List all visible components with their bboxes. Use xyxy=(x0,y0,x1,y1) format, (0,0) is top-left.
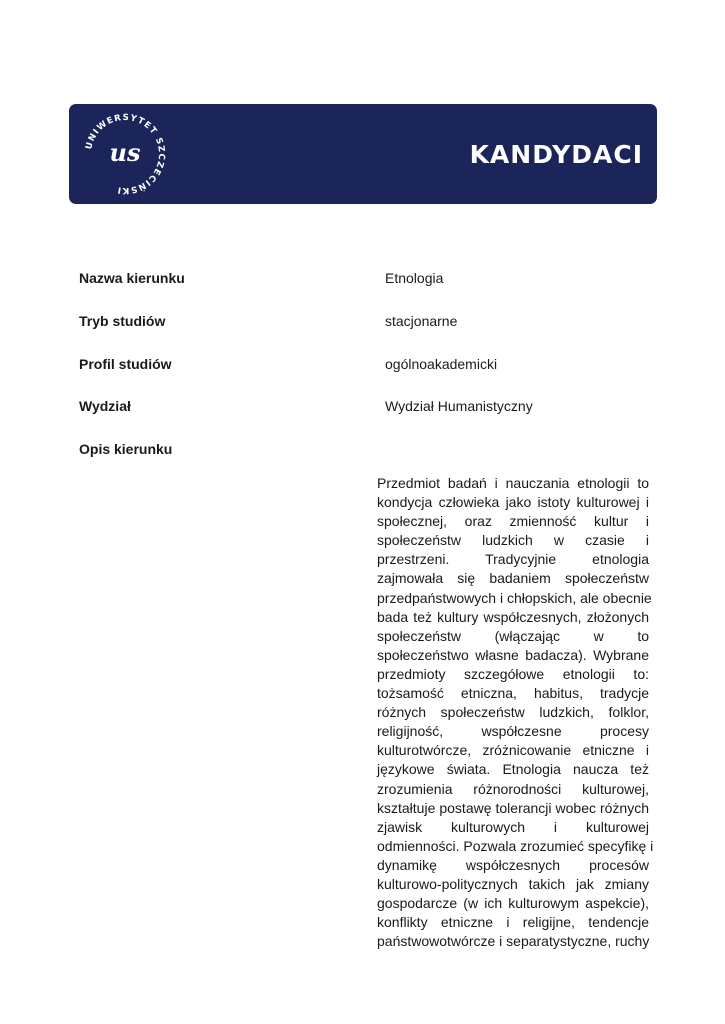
description-line: społeczeństwo własne badacza). Wybrane xyxy=(377,646,649,663)
field-value: stacjonarne xyxy=(385,313,458,329)
description-line: kulturotwórcze, zróżnicowanie etniczne i xyxy=(377,742,649,759)
description-line: dynamikę współczesnych procesów xyxy=(377,856,649,873)
description-line: konflikty etniczne i religijne, tendencje xyxy=(377,914,649,931)
description-line: zajmowała się badaniem społeczeństw xyxy=(377,570,649,587)
description-line: językowe świata. Etnologia naucza też xyxy=(377,761,649,778)
field-row-study-profile xyxy=(0,356,725,376)
description-line: gospodarcze (w ich kulturowym aspekcie), xyxy=(377,895,649,912)
description-line: przedmioty szczegółowe etnologii to: xyxy=(377,665,649,682)
description-line: społeczeństw ludzkich w czasie i xyxy=(377,532,649,549)
description-line: przedpaństwowych i chłopskich, ale obecnie xyxy=(377,589,652,606)
field-label: Opis kierunku xyxy=(79,441,173,457)
description-line: zrozumienia różnorodności kulturowej, xyxy=(377,780,649,797)
description-line: kondycja człowieka jako istoty kulturowej i xyxy=(377,494,649,511)
description-line: tożsamość etniczna, habitus, tradycje xyxy=(377,685,649,702)
description-line: kulturowo-politycznych takich jak zmiany xyxy=(377,875,649,892)
page-title: KANDYDACI xyxy=(469,140,643,169)
field-value: ogólnoakademicki xyxy=(385,356,498,372)
field-label: Tryb studiów xyxy=(79,313,166,329)
field-row-description xyxy=(0,441,725,461)
header-banner xyxy=(69,104,657,204)
description-line: Przedmiot badań i nauczania etnologii to xyxy=(377,475,649,491)
description-line: kształtuje postawę tolerancji wobec różnych xyxy=(377,799,649,816)
description-line: bada też kultury współczesnych, złożonych xyxy=(377,608,649,625)
description-line: przestrzeni. Tradycyjnie etnologia xyxy=(377,551,649,568)
description-line: odmienności. Pozwala zrozumieć specyfikę i xyxy=(377,837,654,854)
program-description xyxy=(377,474,654,951)
description-line: różnych społeczeństw ludzkich, folklor, xyxy=(377,704,649,721)
field-label: Profil studiów xyxy=(79,356,172,372)
description-line: społecznej, oraz zmienność kultur i xyxy=(377,513,649,530)
field-row-faculty xyxy=(0,398,725,418)
logo-monogram: us xyxy=(109,138,141,167)
description-line: państwowotwórcze i separatystyczne, ruchy xyxy=(377,933,650,950)
description-line: zjawisk kulturowych i kulturowej xyxy=(377,818,649,835)
description-line: religijność, współczesne procesy xyxy=(377,723,649,740)
field-row-study-mode xyxy=(0,313,725,333)
field-label: Wydział xyxy=(79,398,131,414)
description-line: społeczeństw (włączając w to xyxy=(377,627,649,644)
logo-ring-text: UNIWERSYTET SZCZECIŃSKI xyxy=(84,112,167,196)
field-value: Wydział Humanistyczny xyxy=(385,398,533,414)
field-label: Nazwa kierunku xyxy=(79,270,185,286)
field-value: Etnologia xyxy=(385,270,444,286)
university-logo xyxy=(81,110,169,198)
field-row-program-name xyxy=(0,270,725,290)
